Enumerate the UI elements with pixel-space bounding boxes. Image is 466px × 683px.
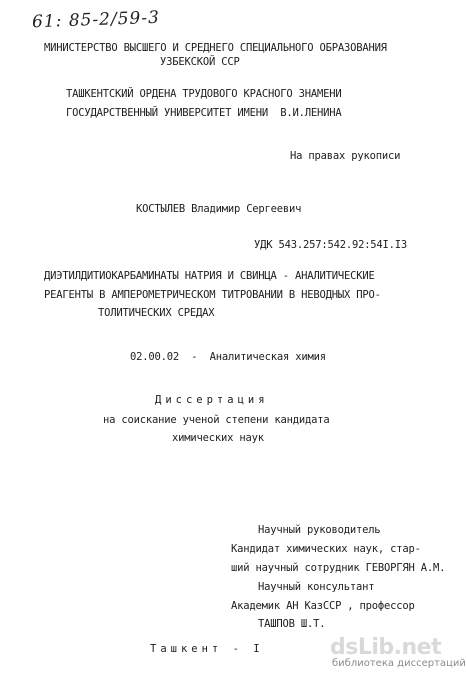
- author-name: КОСТЫЛЕВ Владимир Сергеевич: [136, 203, 302, 215]
- specialty-code: 02.00.02 - Аналитическая химия: [130, 351, 326, 363]
- supervisor-line-6: ТАШПОВ Ш.Т.: [258, 618, 326, 630]
- degree-line-2: химических наук: [172, 432, 264, 444]
- rights-note: На правах рукописи: [290, 150, 401, 162]
- supervisor-line-3: ший научный сотрудник ГЕВОРГЯН А.М.: [231, 562, 446, 574]
- title-line-3: ТОЛИТИЧЕСКИХ СРЕДАХ: [98, 307, 215, 319]
- city-year: Ташкент - I: [150, 643, 264, 655]
- degree-line-1: на соискание ученой степени кандидата: [103, 414, 330, 426]
- watermark-logo: [330, 635, 466, 673]
- dissertation-heading: Диссертация: [155, 394, 269, 406]
- ministry-line-1: МИНИСТЕРСТВО ВЫСШЕГО И СРЕДНЕГО СПЕЦИАЛЬНОГО ОБРАЗОВАНИЯ: [44, 42, 387, 54]
- supervisor-line-1: Научный руководитель: [258, 524, 381, 536]
- udc-code: УДК 543.257:542.92:54I.I3: [254, 239, 408, 251]
- supervisor-line-2: Кандидат химических наук, стар-: [231, 543, 421, 555]
- university-line-2: ГОСУДАРСТВЕННЫЙ УНИВЕРСИТЕТ ИМЕНИ В.И.ЛЕНИНА: [66, 107, 342, 119]
- supervisor-line-4: Научный консультант: [258, 581, 375, 593]
- title-line-1: ДИЭТИЛДИТИОКАРБАМИНАТЫ НАТРИЯ И СВИНЦА - АНАЛИТИЧЕСКИЕ: [44, 270, 375, 282]
- handwritten-archive-code: 61: 85-2/59-3: [31, 7, 161, 33]
- ministry-line-2: УЗБЕКСКОЙ ССР: [160, 56, 240, 68]
- supervisor-line-5: Академик АН КазССР , профессор: [231, 600, 415, 612]
- watermark-subtitle: библиотека диссертаций: [332, 658, 466, 669]
- watermark-name: dsLib.net: [330, 635, 442, 660]
- title-line-2: РЕАГЕНТЫ В АМПЕРОМЕТРИЧЕСКОМ ТИТРОВАНИИ В НЕВОДНЫХ ПРО-: [44, 289, 381, 301]
- university-line-1: ТАШКЕНТСКИЙ ОРДЕНА ТРУДОВОГО КРАСНОГО ЗНАМЕНИ: [66, 88, 342, 100]
